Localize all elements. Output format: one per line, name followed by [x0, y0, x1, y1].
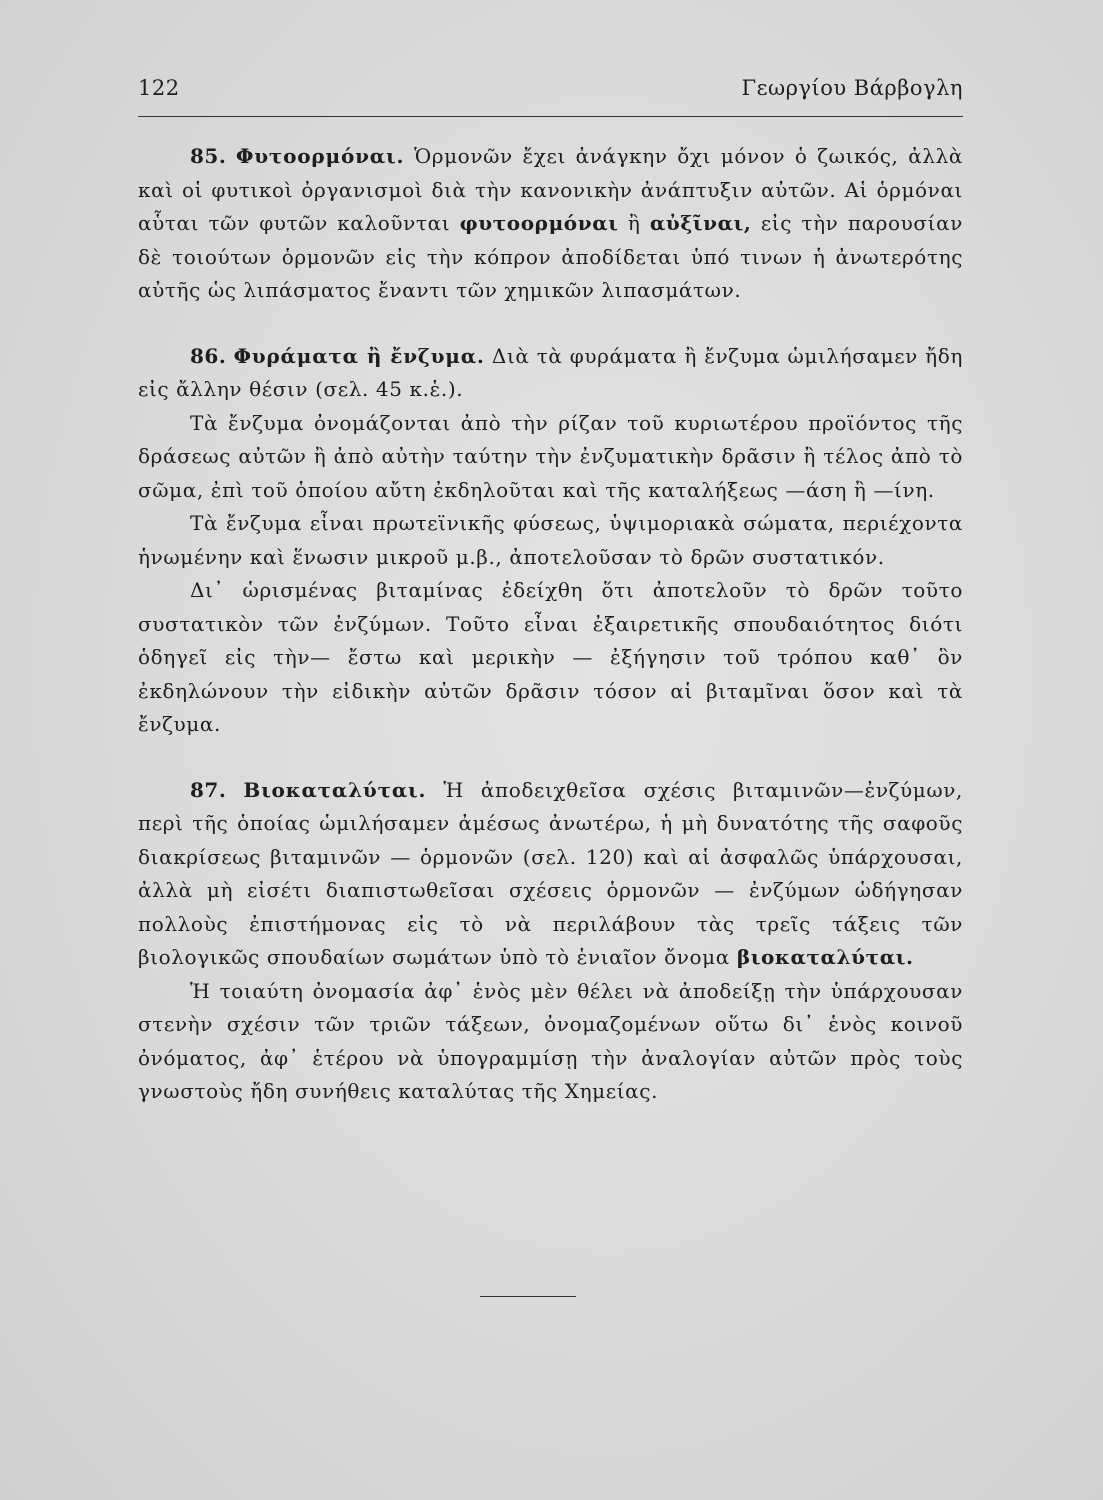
section-number: 87.: [190, 777, 227, 802]
section-86-paragraph: [138, 340, 963, 407]
bold-term: βιοκαταλύται.: [736, 945, 914, 969]
paragraph-text: Διὰ τὰ φυράματα ἢ ἔνζυμα ὡμιλήσαμεν ἤδη εἰς ἄλλην θέσιν (σελ. 45 κ.ἑ.).: [138, 343, 963, 401]
section-number: 86.: [190, 343, 227, 368]
paragraph: Δι᾽ ὡρισμένας βιταμίνας ἐδείχθη ὅτι ἀποτελοῦν τὸ δρῶν τοῦτο συστατικὸν τῶν ἐνζύμων. Τοῦτο εἶναι ἐξαιρετικῆς σπουδαιότητος διότι ὁδηγεῖ εἰς τὴν— ἔστω καὶ μερικὴν — ἐξήγησιν τοῦ τρόπου καθ᾽ ὃν ἐκδηλώνουν τὴν εἰδικὴν αὐτῶν δρᾶσιν τόσον αἱ βιταμῖναι ὅσον καὶ τὰ ἔνζυμα.: [138, 578, 963, 736]
section-87: [138, 774, 963, 1109]
paragraph-text: ἢ: [627, 211, 641, 235]
paragraph-text: εἰς τὴν παρουσίαν δὲ τοιούτων ὁρμονῶν εἰς τὴν κόπρον ἀποδίδεται ὑπό τινων ἡ ἀνωτερότης αὐτῆς ὡς λιπάσματος ἔναντι τῶν χημικῶν λιπασμάτων.: [138, 211, 963, 302]
paragraph: Τὰ ἔνζυμα εἶναι πρωτεϊνικῆς φύσεως, ὑψιμοριακὰ σώματα, περιέχοντα ἡνωμένην καὶ ἕνωσιν μικροῦ μ.β., ἀποτελοῦσαν τὸ δρῶν συστατικόν.: [138, 511, 963, 569]
section-85-paragraph: [138, 140, 963, 308]
paragraph: Τὰ ἔνζυμα ὀνομάζονται ἀπὸ τὴν ρίζαν τοῦ κυριωτέρου προϊόντος τῆς δράσεως αὐτῶν ἢ ἀπὸ αὐτὴν ταύτην τὴν ἐνζυματικὴν δρᾶσιν ἢ τέλος ἀπὸ τὸ σῶμα, ἐπὶ τοῦ ὁποίου αὔτη ἐκδηλοῦται καὶ τῆς καταλήξεως —άση ἢ —ίνη.: [138, 410, 963, 502]
section-number: 85.: [190, 144, 227, 168]
bold-term: αὐξῖναι,: [649, 211, 752, 235]
page-header: [138, 72, 963, 117]
paragraph: Ἡ τοιαύτη ὀνομασία ἀφ᾽ ἑνὸς μὲν θέλει νὰ ἀποδείξῃ τὴν ὑπάρχουσαν στενὴν σχέσιν τῶν τριῶν τάξεων, ὀνομαζομένων οὕτω δι᾽ ἑνὸς κοινοῦ ὀνόματος, ἀφ᾽ ἑτέρου νὰ ὑπογραμμίσῃ τὴν ἀναλογίαν αὐτῶν πρὸς τοὺς γνωστοὺς ἤδη συνήθεις καταλύτας τῆς Χημείας.: [138, 978, 963, 1103]
section-85: [138, 140, 963, 308]
paragraph-text: Ἡ ἀποδειχθεῖσα σχέσις βιταμινῶν—ἐνζύμων, περὶ τῆς ὁποίας ὡμιλήσαμεν ἀμέσως ἀνωτέρω, ἡ μὴ δυνατότης τῆς σαφοῦς διακρίσεως βιταμινῶν — ὁρμονῶν (σελ. 120) καὶ αἱ ἀσφαλῶς ὑπάρχουσαι, ἀλλὰ μὴ εἰσέτι διαπιστωθεῖσαι σχέσεις ὁρμονῶν — ἐνζύμων ὡδήγησαν πολλοὺς ἐπιστήμονας εἰς τὸ νὰ περιλάβουν τὰς τρεῖς τάξεις τῶν βιολογικῶς σπουδαίων σωμάτων ὑπὸ τὸ ἑνιαῖον ὄνομα: [138, 777, 963, 969]
bold-term: φυτοορμόναι: [459, 211, 619, 235]
section-title: Φυτοορμόναι.: [236, 144, 405, 168]
section-86: [138, 340, 963, 742]
section-title: Φυράματα ἢ ἔνζυμα.: [233, 343, 485, 368]
page-body: [138, 140, 963, 1109]
paragraph-text: Ὁρμονῶν ἔχει ἀνάγκην ὄχι μόνον ὁ ζωικός, ἀλλὰ καὶ οἱ φυτικοὶ ὀργανισμοὶ διὰ τὴν κανονικὴν ἀνάπτυξιν αὐτῶν. Αἱ ὁρμόναι αὗται τῶν φυτῶν καλοῦνται: [138, 144, 963, 235]
page-number: 122: [138, 76, 180, 100]
running-head: Γεωργίου Βάρβογλη: [741, 76, 963, 100]
end-rule: [480, 1296, 576, 1297]
section-87-paragraph: [138, 774, 963, 975]
section-title: Βιοκαταλύται.: [243, 777, 427, 802]
